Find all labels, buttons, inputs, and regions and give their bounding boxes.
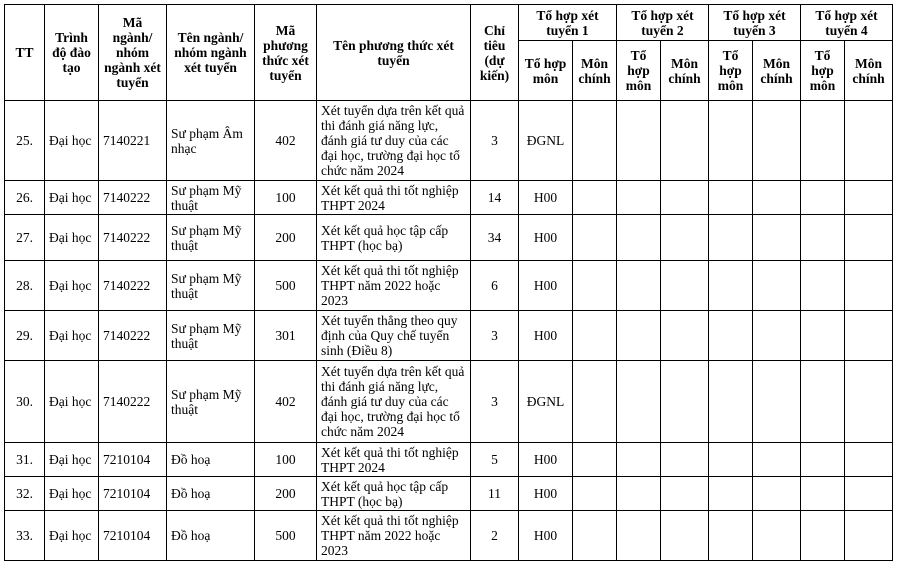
cell-quota: 34 <box>471 215 519 261</box>
table-header <box>5 5 893 101</box>
cell-empty <box>617 261 661 311</box>
cell-combo-1: H00 <box>519 261 573 311</box>
header-combo-1-subjects: Tổ hợp môn <box>519 41 573 101</box>
header-combo-3: Tổ hợp xét tuyển 3 <box>709 5 801 41</box>
cell-method-code: 301 <box>255 311 317 361</box>
cell-empty <box>573 215 617 261</box>
cell-empty <box>709 181 753 215</box>
admissions-table <box>4 4 893 561</box>
cell-empty <box>845 477 893 511</box>
cell-major-code: 7210104 <box>99 443 167 477</box>
cell-empty <box>753 261 801 311</box>
cell-tt: 26. <box>5 181 45 215</box>
cell-major-code: 7140222 <box>99 261 167 311</box>
header-tt: TT <box>5 5 45 101</box>
cell-empty <box>709 511 753 561</box>
cell-empty <box>753 361 801 443</box>
cell-empty <box>573 477 617 511</box>
cell-tt: 27. <box>5 215 45 261</box>
cell-quota: 11 <box>471 477 519 511</box>
cell-empty <box>709 215 753 261</box>
cell-empty <box>573 361 617 443</box>
header-method-name: Tên phương thức xét tuyển <box>317 5 471 101</box>
header-major-code: Mã ngành/ nhóm ngành xét tuyển <box>99 5 167 101</box>
cell-level: Đại học <box>45 181 99 215</box>
cell-empty <box>801 181 845 215</box>
cell-quota: 6 <box>471 261 519 311</box>
cell-empty <box>845 443 893 477</box>
cell-empty <box>661 261 709 311</box>
cell-tt: 33. <box>5 511 45 561</box>
cell-method-code: 200 <box>255 477 317 511</box>
cell-level: Đại học <box>45 215 99 261</box>
table-body <box>5 101 893 561</box>
cell-level: Đại học <box>45 101 99 181</box>
cell-major-name: Đồ hoạ <box>167 511 255 561</box>
cell-empty <box>661 443 709 477</box>
cell-combo-1: H00 <box>519 477 573 511</box>
table-row <box>5 181 893 215</box>
cell-major-name: Sư phạm Mỹ thuật <box>167 215 255 261</box>
cell-method-name: Xét kết quả thi tốt nghiệp THPT 2024 <box>317 443 471 477</box>
cell-method-code: 402 <box>255 101 317 181</box>
cell-tt: 29. <box>5 311 45 361</box>
cell-empty <box>753 511 801 561</box>
cell-empty <box>845 101 893 181</box>
cell-method-name: Xét kết quả thi tốt nghiệp THPT 2024 <box>317 181 471 215</box>
table-row <box>5 101 893 181</box>
cell-empty <box>617 477 661 511</box>
header-combo-4: Tổ hợp xét tuyển 4 <box>801 5 893 41</box>
cell-tt: 31. <box>5 443 45 477</box>
cell-major-code: 7140222 <box>99 181 167 215</box>
cell-empty <box>845 215 893 261</box>
table-row <box>5 477 893 511</box>
cell-tt: 28. <box>5 261 45 311</box>
header-combo-1: Tổ hợp xét tuyển 1 <box>519 5 617 41</box>
cell-empty <box>845 511 893 561</box>
cell-method-name: Xét tuyển dựa trên kết quả thi đánh giá năng lực, đánh giá tư duy của các đại học, trường đại học tổ chức năm 2024 <box>317 361 471 443</box>
cell-empty <box>573 181 617 215</box>
cell-empty <box>573 261 617 311</box>
cell-tt: 25. <box>5 101 45 181</box>
cell-level: Đại học <box>45 261 99 311</box>
cell-empty <box>845 261 893 311</box>
table-row <box>5 511 893 561</box>
cell-empty <box>801 311 845 361</box>
cell-combo-1: H00 <box>519 311 573 361</box>
cell-combo-1: ĐGNL <box>519 101 573 181</box>
cell-major-code: 7140222 <box>99 311 167 361</box>
cell-empty <box>709 443 753 477</box>
cell-major-code: 7140221 <box>99 101 167 181</box>
cell-empty <box>573 101 617 181</box>
cell-empty <box>801 215 845 261</box>
header-major-name: Tên ngành/ nhóm ngành xét tuyển <box>167 5 255 101</box>
cell-empty <box>573 511 617 561</box>
cell-empty <box>661 101 709 181</box>
cell-empty <box>661 215 709 261</box>
cell-major-code: 7210104 <box>99 477 167 511</box>
cell-empty <box>801 511 845 561</box>
cell-level: Đại học <box>45 361 99 443</box>
cell-combo-1: H00 <box>519 443 573 477</box>
cell-method-code: 402 <box>255 361 317 443</box>
cell-level: Đại học <box>45 477 99 511</box>
cell-empty <box>753 443 801 477</box>
cell-empty <box>801 261 845 311</box>
admissions-table-container <box>4 4 893 561</box>
cell-empty <box>661 311 709 361</box>
cell-empty <box>845 181 893 215</box>
cell-method-code: 100 <box>255 443 317 477</box>
header-level: Trình độ đào tạo <box>45 5 99 101</box>
cell-major-code: 7140222 <box>99 361 167 443</box>
cell-empty <box>801 101 845 181</box>
cell-empty <box>617 101 661 181</box>
header-quota: Chỉ tiêu (dự kiến) <box>471 5 519 101</box>
cell-major-name: Sư phạm Mỹ thuật <box>167 311 255 361</box>
cell-quota: 3 <box>471 361 519 443</box>
cell-method-name: Xét kết quả học tập cấp THPT (học bạ) <box>317 477 471 511</box>
cell-major-name: Sư phạm Mỹ thuật <box>167 181 255 215</box>
cell-quota: 5 <box>471 443 519 477</box>
header-combo-4-main: Môn chính <box>845 41 893 101</box>
cell-empty <box>661 511 709 561</box>
cell-tt: 32. <box>5 477 45 511</box>
cell-combo-1: H00 <box>519 181 573 215</box>
cell-method-code: 200 <box>255 215 317 261</box>
table-row <box>5 215 893 261</box>
cell-empty <box>617 311 661 361</box>
cell-empty <box>617 361 661 443</box>
header-combo-3-subjects: Tổ hợp môn <box>709 41 753 101</box>
cell-empty <box>617 511 661 561</box>
cell-method-name: Xét kết quả học tập cấp THPT (học bạ) <box>317 215 471 261</box>
cell-empty <box>753 101 801 181</box>
cell-empty <box>801 443 845 477</box>
cell-method-name: Xét kết quả thi tốt nghiệp THPT năm 2022 hoặc 2023 <box>317 511 471 561</box>
header-method-code: Mã phương thức xét tuyển <box>255 5 317 101</box>
cell-empty <box>845 361 893 443</box>
cell-method-name: Xét tuyển thẳng theo quy định của Quy chế tuyển sinh (Điều 8) <box>317 311 471 361</box>
cell-tt: 30. <box>5 361 45 443</box>
cell-empty <box>617 215 661 261</box>
cell-empty <box>661 181 709 215</box>
cell-method-name: Xét kết quả thi tốt nghiệp THPT năm 2022 hoặc 2023 <box>317 261 471 311</box>
header-combo-1-main: Môn chính <box>573 41 617 101</box>
cell-empty <box>753 215 801 261</box>
cell-quota: 2 <box>471 511 519 561</box>
header-combo-4-subjects: Tổ hợp môn <box>801 41 845 101</box>
cell-combo-1: H00 <box>519 215 573 261</box>
cell-major-name: Sư phạm Mỹ thuật <box>167 361 255 443</box>
cell-empty <box>617 181 661 215</box>
cell-major-code: 7210104 <box>99 511 167 561</box>
cell-major-name: Sư phạm Âm nhạc <box>167 101 255 181</box>
header-combo-3-main: Môn chính <box>753 41 801 101</box>
cell-empty <box>617 443 661 477</box>
cell-empty <box>573 311 617 361</box>
cell-quota: 3 <box>471 101 519 181</box>
header-combo-2: Tổ hợp xét tuyển 2 <box>617 5 709 41</box>
cell-major-name: Đồ hoạ <box>167 443 255 477</box>
cell-quota: 14 <box>471 181 519 215</box>
cell-major-name: Sư phạm Mỹ thuật <box>167 261 255 311</box>
cell-combo-1: ĐGNL <box>519 361 573 443</box>
cell-empty <box>709 477 753 511</box>
cell-quota: 3 <box>471 311 519 361</box>
table-row <box>5 443 893 477</box>
cell-method-name: Xét tuyển dựa trên kết quả thi đánh giá năng lực, đánh giá tư duy của các đại học, trường đại học tổ chức năm 2024 <box>317 101 471 181</box>
cell-empty <box>801 477 845 511</box>
cell-empty <box>709 261 753 311</box>
cell-empty <box>753 311 801 361</box>
cell-level: Đại học <box>45 443 99 477</box>
cell-level: Đại học <box>45 511 99 561</box>
table-row <box>5 361 893 443</box>
cell-empty <box>753 477 801 511</box>
cell-major-name: Đồ hoạ <box>167 477 255 511</box>
cell-level: Đại học <box>45 311 99 361</box>
cell-method-code: 500 <box>255 511 317 561</box>
cell-empty <box>845 311 893 361</box>
cell-combo-1: H00 <box>519 511 573 561</box>
cell-method-code: 100 <box>255 181 317 215</box>
cell-empty <box>661 361 709 443</box>
table-row <box>5 311 893 361</box>
cell-empty <box>801 361 845 443</box>
cell-empty <box>709 311 753 361</box>
cell-empty <box>709 101 753 181</box>
cell-empty <box>573 443 617 477</box>
header-combo-2-main: Môn chính <box>661 41 709 101</box>
cell-empty <box>661 477 709 511</box>
cell-method-code: 500 <box>255 261 317 311</box>
cell-major-code: 7140222 <box>99 215 167 261</box>
header-combo-2-subjects: Tổ hợp môn <box>617 41 661 101</box>
cell-empty <box>709 361 753 443</box>
table-row <box>5 261 893 311</box>
cell-empty <box>753 181 801 215</box>
